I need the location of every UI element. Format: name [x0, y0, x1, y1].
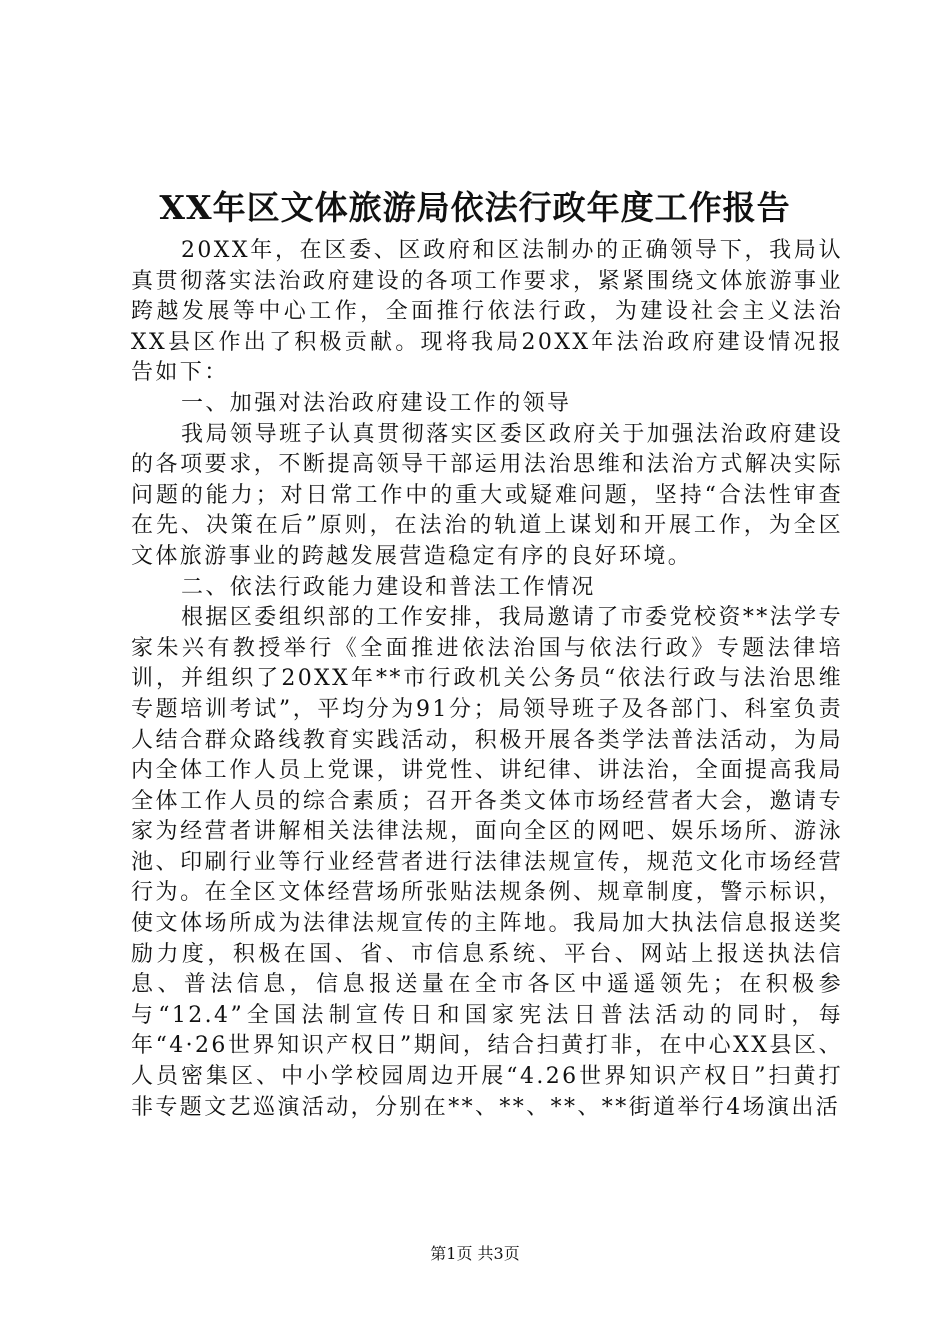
section-1-heading: 一、加强对法治政府建设工作的领导 [181, 390, 572, 416]
section-1-paragraph: 我局领导班子认真贯彻落实区委区政府关于加强法治政府建设的各项要求，不断提高领导干部运用法治思维和法治方式解决实际问题的能力；对日常工作中的重大或疑难问题，坚持“合法性审查在先、决策在后”原则，在法治的轨道上谋划和开展工作，为全区文体旅游事业的跨越发展营造稳定有序的良好环境。 [131, 421, 843, 569]
section-2-paragraph: 根据区委组织部的工作安排，我局邀请了市委党校资**法学专家朱兴有教授举行《全面推进依法治国与依法行政》专题法律培训，并组织了20XX年**市行政机关公务员“依法行政与法治思维专题培训考试”，平均分为91分；局领导班子及各部门、科室负责人结合群众路线教育实践活动，积极开展各类学法普法活动，为局内全体工作人员上党课，讲党性、讲纪律、讲法治，全面提高我局全体工作人员的综合素质；召开各类文体市场经营者大会，邀请专家为经营者讲解相关法律法规，面向全区的网吧、娱乐场所、游泳池、印刷行业等行业经营者进行法律法规宣传，规范文化市场经营行为。在全区文体经营场所张贴法规条例、规章制度，警示标识，使文体场所成为法律法规宣传的主阵地。我局加大执法信息报送奖励力度，积极在国、省、市信息系统、平台、网站上报送执法信息、普法信息，信息报送量在全市各区中遥遥领先；在积极参与“12.4”全国法制宣传日和国家宪法日普法活动的同时，每年“4·26世界知识产权日”期间，结合扫黄打非，在中心XX县区、人员密集区、中小学校园周边开展“4.26世界知识产权日”扫黄打非专题文艺巡演活动，分别在**、**、**、**街道举行4场演出活 [131, 605, 843, 1120]
document-title: XX年区文体旅游局依法行政年度工作报告 [159, 188, 791, 227]
section-2-heading: 二、依法行政能力建设和普法工作情况 [181, 574, 596, 600]
intro-paragraph: 20XX年，在区委、区政府和区法制办的正确领导下，我局认真贯彻落实法治政府建设的各项工作要求，紧紧围绕文体旅游事业跨越发展等中心工作，全面推行依法行政，为建设社会主义法治XX县区作出了积极贡献。现将我局20XX年法治政府建设情况报告如下： [131, 238, 843, 386]
page-footer: 第1页 共3页 [430, 1244, 520, 1263]
document-body [131, 236, 843, 1123]
